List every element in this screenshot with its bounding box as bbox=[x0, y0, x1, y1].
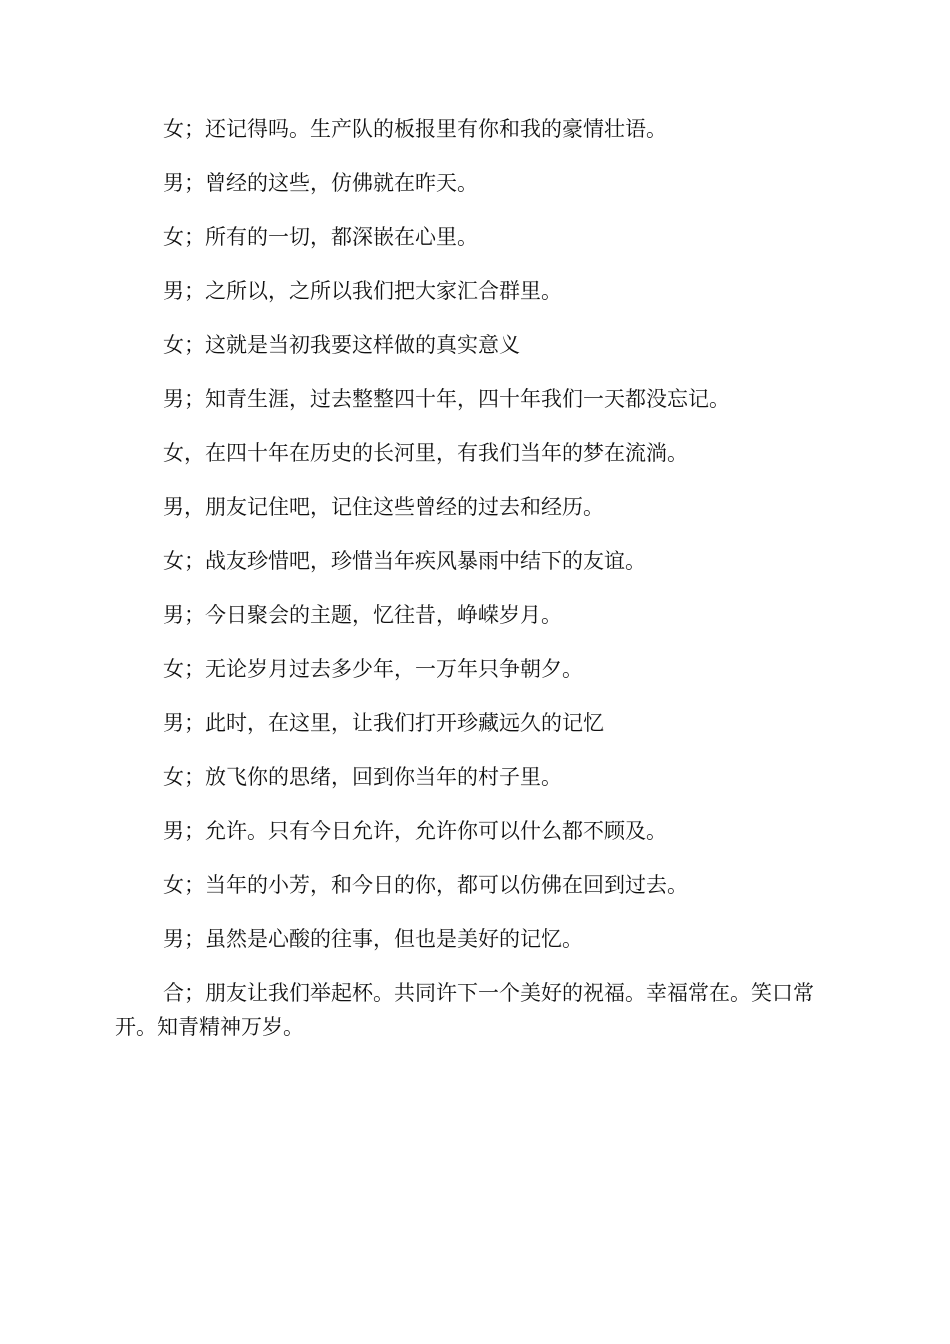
paragraph-2: 男；曾经的这些，仿佛就在昨天。 bbox=[163, 171, 478, 195]
paragraph-10: 男；今日聚会的主题，忆往昔，峥嵘岁月。 bbox=[163, 603, 562, 627]
paragraph-13: 女；放飞你的思绪，回到你当年的村子里。 bbox=[163, 765, 562, 789]
paragraph-15: 女；当年的小芳，和今日的你，都可以仿佛在回到过去。 bbox=[163, 873, 688, 897]
document-body bbox=[115, 112, 835, 1044]
paragraph-4: 男；之所以，之所以我们把大家汇合群里。 bbox=[163, 279, 562, 303]
paragraph-12: 男；此时，在这里，让我们打开珍藏远久的记忆 bbox=[163, 711, 604, 735]
paragraph-14: 男；允许。只有今日允许，允许你可以什么都不顾及。 bbox=[163, 819, 667, 843]
paragraph-6: 男；知青生涯，过去整整四十年，四十年我们一天都没忘记。 bbox=[163, 387, 730, 411]
paragraph-9: 女；战友珍惜吧，珍惜当年疾风暴雨中结下的友谊。 bbox=[163, 549, 646, 573]
paragraph-3: 女；所有的一切，都深嵌在心里。 bbox=[163, 225, 478, 249]
paragraph-1: 女；还记得吗。生产队的板报里有你和我的豪情壮语。 bbox=[163, 117, 667, 141]
paragraph-11: 女；无论岁月过去多少年，一万年只争朝夕。 bbox=[163, 657, 583, 681]
paragraph-5: 女；这就是当初我要这样做的真实意义 bbox=[163, 333, 520, 357]
paragraph-17: 合；朋友让我们举起杯。共同许下一个美好的祝福。幸福常在。笑口常开。知青精神万岁。 bbox=[115, 981, 814, 1039]
paragraph-7: 女，在四十年在历史的长河里，有我们当年的梦在流淌。 bbox=[163, 441, 688, 465]
paragraph-16: 男；虽然是心酸的往事，但也是美好的记忆。 bbox=[163, 927, 583, 951]
paragraph-8: 男，朋友记住吧，记住这些曾经的过去和经历。 bbox=[163, 495, 604, 519]
